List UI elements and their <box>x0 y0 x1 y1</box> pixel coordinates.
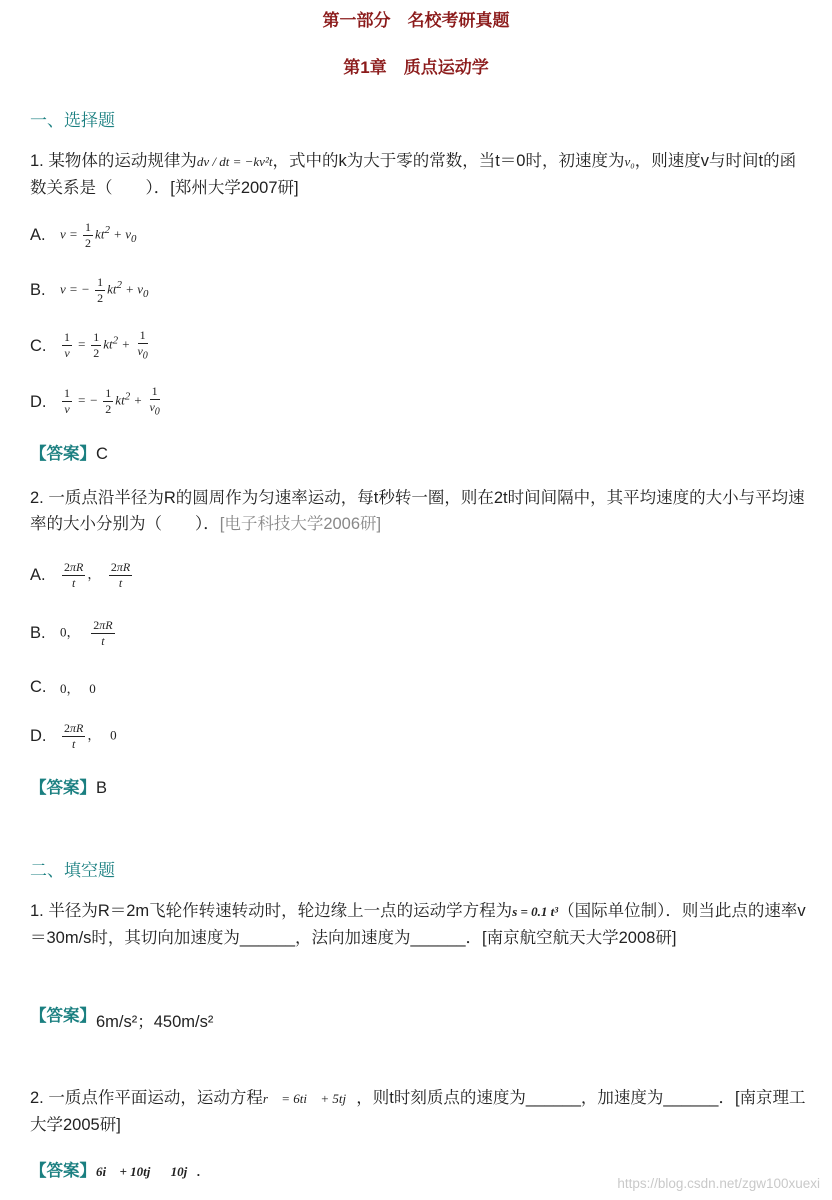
q2-option-b-formula: 0， $\frac{2\pi R}{t}$ <box>60 617 113 648</box>
section-title-choice: 一、选择题 <box>30 111 115 130</box>
q2-option-d-formula: $\frac{2\pi R}{t}$ ， 0 <box>64 720 117 751</box>
fill-q1-post: （国际单位制）．则当此点的速率v＝30m/s时，其切向加速度为______，法向加速度为______．[南京航空航天大学2008研] <box>30 902 806 947</box>
question-2-text <box>30 485 810 537</box>
fill-q1-answer-label: 【答案】 <box>30 1007 96 1025</box>
question-1-v0: v₀ <box>624 154 635 169</box>
q2-answer <box>30 775 810 801</box>
q1-answer-label: 【答案】 <box>30 445 96 463</box>
q1-option-a-letter: A. <box>30 225 46 244</box>
q1-option-b <box>30 268 148 312</box>
question-1-formula: dv / dt = −kv²t <box>196 154 273 169</box>
q2-option-a-letter: A. <box>30 565 46 584</box>
question-2-body: 2. 一质点沿半径为R的圆周作为匀速率运动，每t秒转一圈，则在2t时间间隔中，其平均速度的大小与平均速率的大小分别为（ ）． <box>30 489 805 533</box>
question-1-text <box>30 148 810 201</box>
fill-question-1-text <box>30 898 810 951</box>
fill-q2-answer-value: 6i⃗ + 10tj⃗；10j⃗. <box>96 1164 201 1179</box>
q1-option-d-letter: D. <box>30 392 47 411</box>
q2-answer-value: B <box>96 779 108 797</box>
fill-q2-formula: r⃗ = 6ti⃗ + 5tj⃗ <box>262 1091 357 1106</box>
q1-option-d-formula: $\frac{1}{v}$ = − $\frac{1}{2}$ $kt^2$ + $\frac{1}{v_0}$ <box>64 384 160 418</box>
question-1-pre: 1. 某物体的运动规律为 <box>30 152 197 170</box>
question-1-post2: ，则速度v与时间t的函数关系是（ ）．[郑州大学2007研] <box>30 152 797 197</box>
section-title-fill: 二、填空题 <box>30 861 115 880</box>
q2-option-c-formula: 0， 0 <box>60 680 96 696</box>
q2-option-c <box>30 665 96 709</box>
q2-option-a <box>30 553 134 597</box>
q2-option-b-letter: B. <box>30 623 46 642</box>
q1-option-c-letter: C. <box>30 336 47 355</box>
q1-answer-value: C <box>96 445 108 463</box>
q2-option-d-letter: D. <box>30 726 47 745</box>
q2-option-b <box>30 611 117 655</box>
watermark: https://blog.csdn.net/zgw100xuexi <box>617 1176 820 1191</box>
fill-q1-answer-value: 6m/s²；450m/s² <box>96 1013 214 1031</box>
fill-q2-answer-label: 【答案】 <box>30 1162 96 1180</box>
q1-option-c <box>30 324 152 368</box>
q1-option-b-formula: v = − $\frac{1}{2}$ $kt^2 + v_0$ <box>60 274 149 305</box>
question-1-post: ，式中的k为大于零的常数，当t＝0时，初速度为 <box>272 152 625 170</box>
question-2-source: [电子科技大学2006研] <box>219 515 382 533</box>
fill-question-2-text <box>30 1085 810 1138</box>
q2-option-c-letter: C. <box>30 677 47 696</box>
chapter-title: 第1章 质点运动学 <box>343 58 489 77</box>
q1-option-b-letter: B. <box>30 280 46 299</box>
fill-q1-pre: 1. 半径为R＝2m飞轮作转速转动时，轮边缘上一点的运动学方程为 <box>30 902 513 920</box>
q2-answer-label: 【答案】 <box>30 779 96 797</box>
q1-option-c-formula: $\frac{1}{v}$ = $\frac{1}{2}$ $kt^2$ + $\frac{1}{v_0}$ <box>64 328 148 362</box>
fill-q2-pre: 2. 一质点作平面运动，运动方程 <box>30 1089 263 1107</box>
q1-option-a <box>30 213 136 257</box>
fill-q1-answer <box>30 1003 810 1029</box>
q1-option-a-formula: v = $\frac{1}{2}$ $kt^2 + v_0$ <box>60 219 137 250</box>
q2-option-a-formula: $\frac{2\pi R}{t}$ ， $\frac{2\pi R}{t}$ <box>64 559 131 590</box>
fill-q2-post: ，则t时刻质点的速度为______，加速度为______．[南京理工大学2005研] <box>30 1089 806 1134</box>
part-title: 第一部分 名校考研真题 <box>322 11 510 30</box>
fill-q1-formula: s = 0.1 t³ <box>512 904 559 919</box>
q2-option-d <box>30 714 117 758</box>
q1-answer <box>30 441 810 467</box>
q1-option-d <box>30 380 164 424</box>
